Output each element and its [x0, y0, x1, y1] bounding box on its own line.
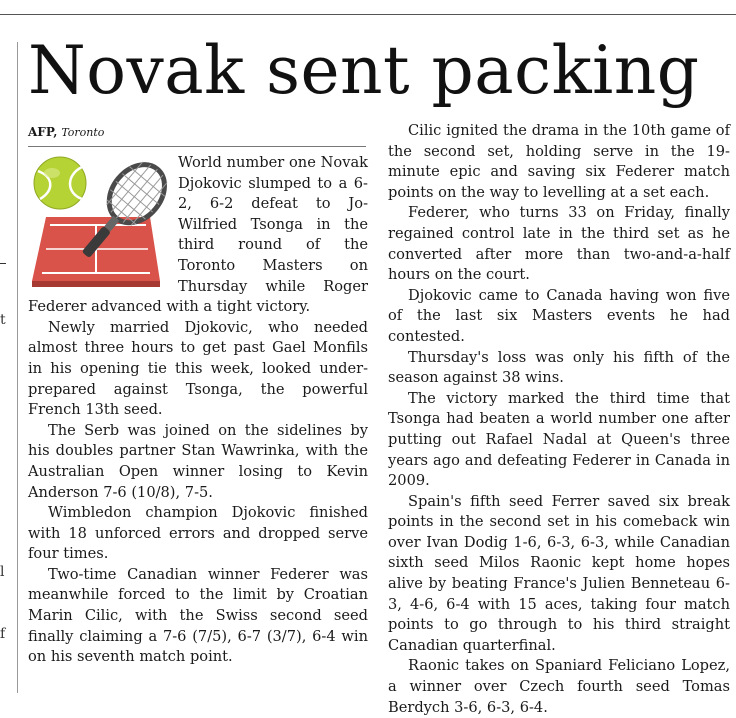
top-rule	[0, 14, 736, 15]
article-paragraph: Djokovic came to Canada having won five of the last six Masters events he had contested.	[388, 286, 730, 345]
byline-agency: AFP,	[28, 125, 58, 139]
margin-fragment: l	[0, 564, 5, 580]
article-column-left	[28, 153, 368, 668]
column-rule	[17, 42, 18, 693]
byline	[28, 124, 104, 141]
article-paragraph: Cilic ignited the drama in the 10th game of the second set, holding serve in the 19-minute epic and saving six Federer match points on the way to levelling at a set each.	[388, 122, 730, 201]
article-paragraph: Newly married Djokovic, who needed almost three hours to get past Gael Monfils in his opening tie this week, looked under-prepared against Tsonga, the powerful French 13th seed.	[28, 318, 368, 419]
article-paragraph: Spain's fifth seed Ferrer saved six break points in the second set in his comeback win over Ivan Dodig 1-6, 6-3, 6-3, while Canadian sixth seed Milos Raonic kept home hopes alive by beating France's Julien Benneteau 6-3, 4-6, 6-4 with 15 aces, taking four match points to go through to his third straight Canadian quarterfinal.	[388, 492, 730, 654]
article-paragraph: Raonic takes on Spaniard Feliciano Lopez, a winner over Czech fourth seed Tomas Berdych 3-6, 6-3, 6-4.	[388, 657, 730, 716]
article-paragraph: Wimbledon champion Djokovic finished with 18 unforced errors and dropped serve four times.	[28, 504, 368, 563]
article-paragraph: Two-time Canadian winner Federer was meanwhile forced to the limit by Croatian Marin Cilic, with the Swiss second seed finally claiming a 7-6 (7/5), 6-7 (3/7), 6-4 win on his seventh match point.	[28, 565, 368, 666]
byline-place: Toronto	[61, 126, 105, 139]
article-paragraph: Thursday's loss was only his fifth of the season against 38 wins.	[388, 348, 730, 387]
article-paragraph: The victory marked the third time that Tsonga had beaten a world number one after putting out Rafael Nadal at Queen's three years ago and defeating Federer in Canada in 2009.	[388, 389, 730, 490]
article-column-right	[388, 121, 730, 718]
article-paragraph: World number one Novak Djokovic slumped to a 6-2, 6-2 defeat to Jo-Wilfried Tsonga in the third round of the Toronto Masters on Thursday while Roger Federer advanced with a tight victory.	[28, 154, 368, 316]
tennis-ball-racket-court-icon	[28, 153, 170, 293]
margin-fragment: f	[0, 626, 6, 642]
headline: Novak sent packing	[28, 32, 700, 109]
article-paragraph: The Serb was joined on the sidelines by his doubles partner Stan Wawrinka, with the Australian Open winner losing to Kevin Anderson 7-6 (10/8), 7-5.	[28, 421, 368, 501]
court-edge	[32, 281, 160, 287]
margin-fragment: t	[0, 312, 6, 328]
article-paragraph: Federer, who turns 33 on Friday, finally regained control late in the third set as he converted after more than two-and-a-half hours on the court.	[388, 204, 730, 284]
byline-rule	[28, 146, 366, 147]
margin-tick	[0, 263, 6, 264]
